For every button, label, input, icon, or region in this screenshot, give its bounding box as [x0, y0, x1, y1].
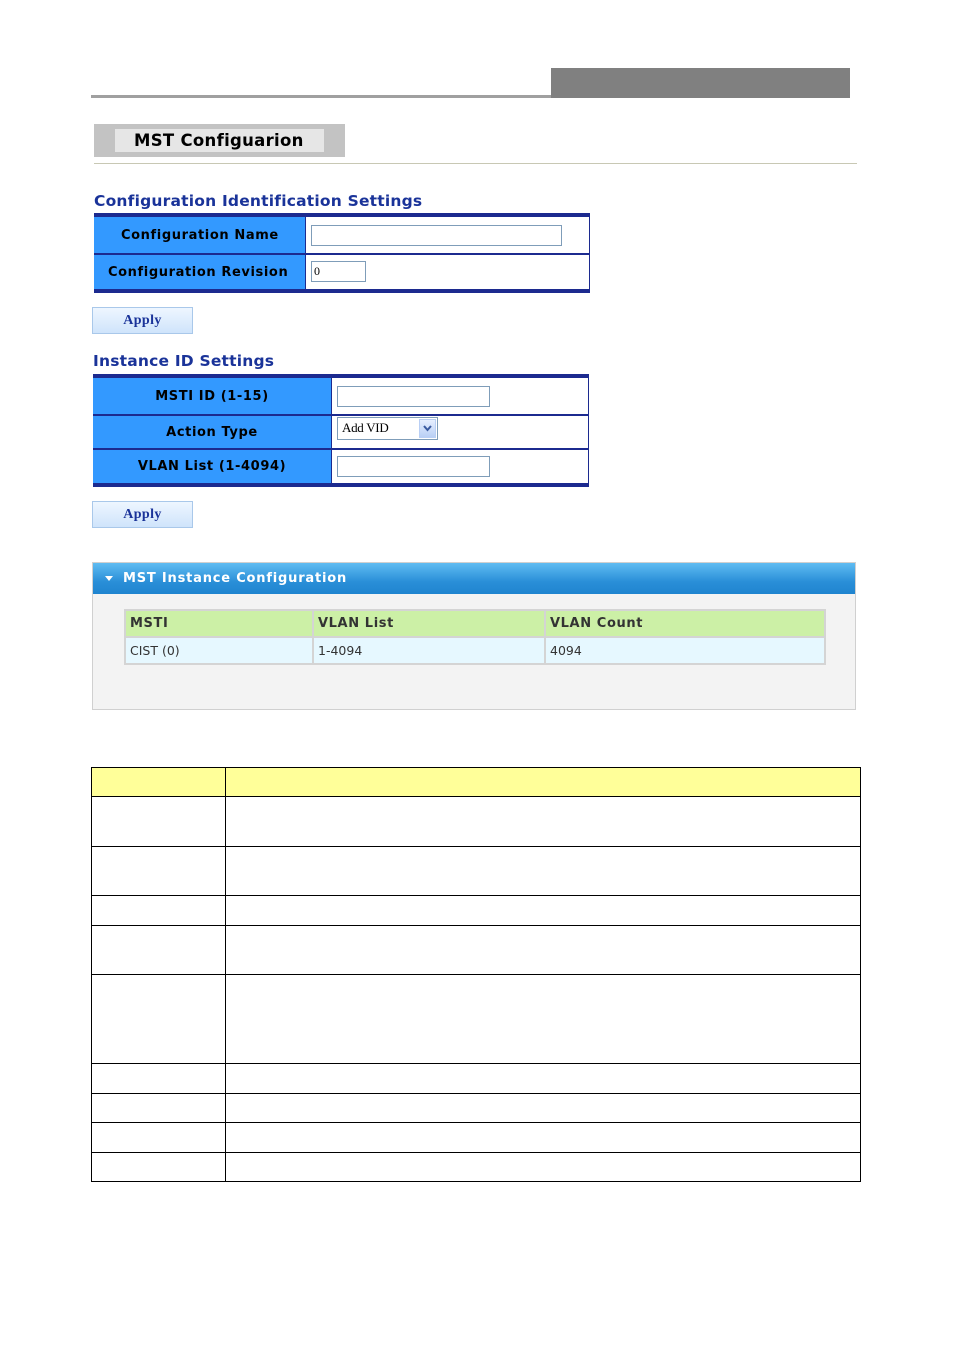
- config-revision-input[interactable]: [311, 261, 366, 282]
- table-row: [92, 1094, 861, 1123]
- config-name-label: Configuration Name: [94, 217, 305, 253]
- table-row: [92, 847, 861, 896]
- table-cell: [92, 1064, 226, 1094]
- mst-instance-table: [124, 609, 826, 665]
- table-row: [92, 797, 861, 847]
- table-cell: [226, 926, 861, 975]
- header-bar: [551, 68, 850, 98]
- action-type-select[interactable]: [337, 417, 438, 440]
- table-cell: [92, 975, 226, 1064]
- column-header: VLAN List: [313, 610, 545, 637]
- table-cell: [226, 1064, 861, 1094]
- column-header: MSTI: [125, 610, 313, 637]
- msti-id-input[interactable]: [337, 386, 490, 407]
- table-cell: [226, 1153, 861, 1182]
- table-header-row: [125, 610, 825, 637]
- page-title: MST Configuarion: [115, 129, 324, 152]
- table-cell: [226, 975, 861, 1064]
- table-row: [92, 1153, 861, 1182]
- table-cell: [226, 1123, 861, 1153]
- vlan-list-cell: [331, 450, 589, 483]
- table-row: [92, 1064, 861, 1094]
- config-id-apply-button[interactable]: Apply: [92, 307, 193, 334]
- table-cell: 4094: [545, 637, 825, 664]
- table-row: [125, 637, 825, 664]
- table-cell: [92, 1094, 226, 1123]
- mst-instance-panel: [92, 562, 856, 710]
- table-row: [92, 1123, 861, 1153]
- table-row: [92, 896, 861, 926]
- table-row: [92, 926, 861, 975]
- instance-id-apply-button[interactable]: Apply: [92, 501, 193, 528]
- table-row: [92, 975, 861, 1064]
- table-cell: [92, 926, 226, 975]
- msti-id-cell: [331, 378, 589, 414]
- table-cell: [226, 896, 861, 926]
- panel-header[interactable]: [93, 563, 855, 594]
- collapse-arrow-icon[interactable]: [105, 576, 113, 581]
- table-cell: 1-4094: [313, 637, 545, 664]
- description-header-cell: [226, 768, 861, 797]
- table-cell: [226, 1094, 861, 1123]
- action-type-value: Add VID: [342, 420, 389, 435]
- table-cell: [92, 1123, 226, 1153]
- description-header-cell: [92, 768, 226, 797]
- title-divider: [94, 163, 857, 164]
- instance-id-section-title: Instance ID Settings: [93, 352, 275, 370]
- table-cell: [92, 896, 226, 926]
- column-header: VLAN Count: [545, 610, 825, 637]
- vlan-list-input[interactable]: [337, 456, 490, 477]
- description-table: [91, 767, 861, 1182]
- config-id-section-title: Configuration Identification Settings: [94, 192, 423, 210]
- action-type-label: Action Type: [93, 416, 331, 448]
- vlan-list-label: VLAN List (1-4094): [93, 450, 331, 483]
- description-header-row: [92, 768, 861, 797]
- msti-id-label: MSTI ID (1-15): [93, 378, 331, 414]
- table-cell: [92, 1153, 226, 1182]
- panel-title: MST Instance Configuration: [123, 571, 348, 586]
- config-id-form: [94, 213, 590, 293]
- chevron-down-icon[interactable]: [419, 419, 436, 438]
- table-cell: [92, 847, 226, 896]
- config-name-input[interactable]: [311, 225, 562, 246]
- table-cell: [226, 797, 861, 847]
- config-revision-cell: [305, 255, 590, 289]
- table-cell: [92, 797, 226, 847]
- table-cell: CIST (0): [125, 637, 313, 664]
- config-revision-label: Configuration Revision: [94, 255, 305, 289]
- header-rule: [91, 95, 551, 98]
- table-cell: [226, 847, 861, 896]
- config-name-cell: [305, 217, 590, 253]
